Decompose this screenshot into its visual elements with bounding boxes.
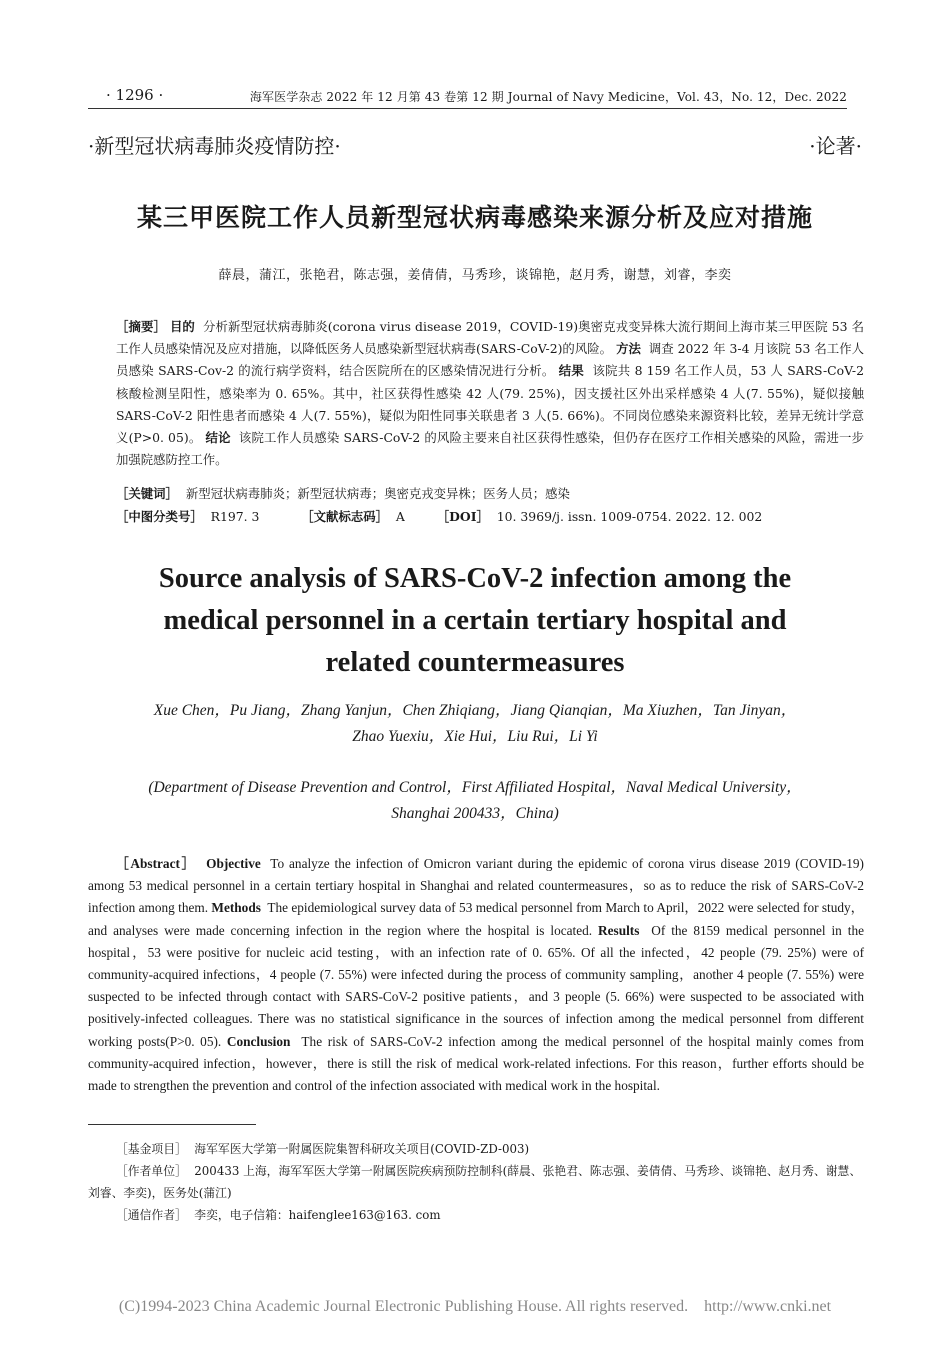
doc-code-label: ［文献标志码］ (301, 509, 389, 524)
journal-citation-line: 海军医学杂志 2022 年 12 月第 43 卷第 12 期 Journal of Navy Medicine，Vol. 43，No. 12，Dec. 2022 (249, 90, 847, 104)
conclusion-en-text: The risk of SARS-CoV-2 infection among the medical personnel of the hospital mainly comes from community-acquired infection，however，there is still the risk of medical work-related infections. For this reason，further efforts should be made to strengthen the prevention and control of the infection associated with medical work in the hospital. (88, 1033, 865, 1094)
fund-label: ［基金项目］ (116, 1142, 187, 1156)
english-affiliation (0, 775, 950, 827)
footnotes (88, 1138, 864, 1226)
doc-code-value: A (395, 509, 405, 524)
chinese-authors: 薛晨，蒲江，张艳君，陈志强，姜倩倩，马秀珍，谈锦艳，赵月秀，谢慧，刘睿，李奕 (218, 268, 732, 283)
methods-cn-text: 调查 2022 年 3-4 月该院 53 名工作人员感染 SARS-Cov-2 的流行病学资料，结合医院所在的区感染情况进行分析。 (116, 341, 864, 379)
fund-text: 海军军医大学第一附属医院集智科研攻关项目(COVID-ZD-003) (194, 1142, 530, 1156)
keywords-cn-label: ［关键词］ (116, 486, 178, 501)
objective-cn-text: 分析新型冠状病毒肺炎(corona virus disease 2019，COVID-19)奥密克戎变异株大流行期间上海市某三甲医院 53 名工作人员感染情况及应对措施，以降低医务人员感染新型冠状病毒(SARS-CoV-2)的风险。 (116, 319, 864, 357)
corr-text: 李奕，电子信箱：haifenglee163@163. com (194, 1208, 441, 1222)
doi-value: 10. 3969/j. issn. 1009-0754. 2022. 12. 002 (496, 509, 763, 524)
conclusion-en-label: Conclusion (226, 1033, 291, 1049)
objective-en-label: Objective (206, 856, 261, 871)
english-authors-line-1: Xue Chen，Pu Jiang，Zhang Yanjun，Chen Zhiqiang，Jiang Qianqian，Ma Xiuzhen，Tan Jinyan， (153, 702, 797, 719)
conclusion-cn-text: 该院工作人员感染 SARS-CoV-2 的风险主要来自社区获得性感染，但仍存在医疗工作相关感染的风险，需进一步加强院感防控工作。 (116, 430, 864, 468)
methods-en-label: Methods (211, 900, 261, 916)
results-en-label: Results (598, 922, 640, 938)
abstract-en-label: ［Abstract］ (114, 856, 197, 871)
methods-cn-label: 方法 (616, 341, 641, 357)
unit-label: ［作者单位］ (116, 1164, 187, 1178)
unit-text: 200433 上海，海军军医大学第一附属医院疾病预防控制科(薛晨、张艳君、陈志强、姜倩倩、马秀珍、谈锦艳、赵月秀、谢慧、刘睿、李奕)，医务处(蒲江) (88, 1164, 862, 1200)
english-abstract (88, 853, 864, 1097)
chinese-title: 某三甲医院工作人员新型冠状病毒感染来源分析及应对措施 (136, 203, 813, 232)
page-number: · 1296 · (106, 86, 164, 104)
english-title: Source analysis of SARS-CoV-2 infection among the medical personnel in a certain tertiary hospital and related countermeasures (158, 563, 792, 678)
keywords-cn-text: 新型冠状病毒肺炎；新型冠状病毒；奥密克戎变异株；医务人员；感染 (185, 486, 570, 501)
results-cn-label: 结果 (558, 363, 585, 379)
copyright-watermark: (C)1994-2023 China Academic Journal Electronic Publishing House. All rights reserved. http://www.cnki.net (118, 1298, 832, 1315)
english-affiliation-line-2: Shanghai 200433，China) (391, 805, 559, 822)
results-cn-text: 该院共 8 159 名工作人员，53 人 SARS-CoV-2 核酸检测呈阳性，感染率为 0. 65%。其中，社区获得性感染 42 人(79. 25%)，因支援社区外出采样感染 4 人(7. 55%)，疑似接触 SARS-CoV-2 阳性患者而感染 4 人(7. 55%)，疑似为阳性同事关联患者 3 人(5. 66%)。不同岗位感染来源资料比较，差异无统计学意义(P>0. 05)。 (116, 363, 864, 446)
results-en-text: Of the 8159 medical personnel in the hospital，53 were positive for nucleic acid testing，with an infection rate of 0. 65%. Of all the infected，42 people (79. 25%) were of community-acquired infections，4 people (7. 55%) were infected during the process of community sampling，another 4 people (7. 55%) were suspected to be infected through contact with SARS-CoV-2 positive patients，and 3 people (5. 66%) were suspected to be associated with positively-infected colleagues. There was no statistical significance in the sources of infection among the medical personnel from different working posts(P>0. 05). (88, 922, 864, 1049)
header-rule (88, 108, 847, 109)
english-authors-line-2: Zhao Yuexiu，Xie Hui，Liu Rui，Li Yi (352, 728, 598, 745)
abstract-cn-label: ［摘要］ (116, 319, 166, 334)
fund-footnote (88, 1138, 864, 1160)
keywords-cn (116, 483, 864, 505)
classification-line (116, 506, 864, 528)
conclusion-cn-label: 结论 (205, 430, 231, 446)
author-unit-footnote (88, 1160, 864, 1204)
methods-en-text: The epidemiological survey data of 53 medical personnel from March to April，2022 were selected for study，and analyses were made concerning infection in the region where the hospital is located. (88, 900, 864, 938)
column-section-tag: ·新型冠状病毒肺炎疫情防控· (88, 134, 341, 158)
article-type-tag: ·论著· (809, 134, 862, 158)
objective-en-text: To analyze the infection of Omicron variant during the epidemic of corona virus disease 2019 (COVID-19) among 53 medical personnel in a certain tertiary hospital in Shanghai and related countermeasures，so as to reduce the risk of SARS-CoV-2 infection among them. (88, 856, 864, 916)
english-authors (0, 698, 950, 750)
corresponding-footnote (88, 1204, 864, 1226)
doi-label: ［DOI］ (436, 509, 489, 524)
clc-value: R197. 3 (210, 509, 260, 524)
english-affiliation-line-1: (Department of Disease Prevention and Control，First Affiliated Hospital，Naval Medical University， (148, 779, 802, 796)
footnote-rule (88, 1124, 256, 1125)
chinese-abstract (116, 316, 864, 471)
clc-label: ［中图分类号］ (116, 509, 203, 524)
corr-label: ［通信作者］ (116, 1208, 187, 1222)
objective-cn-label: 目的 (169, 319, 195, 334)
